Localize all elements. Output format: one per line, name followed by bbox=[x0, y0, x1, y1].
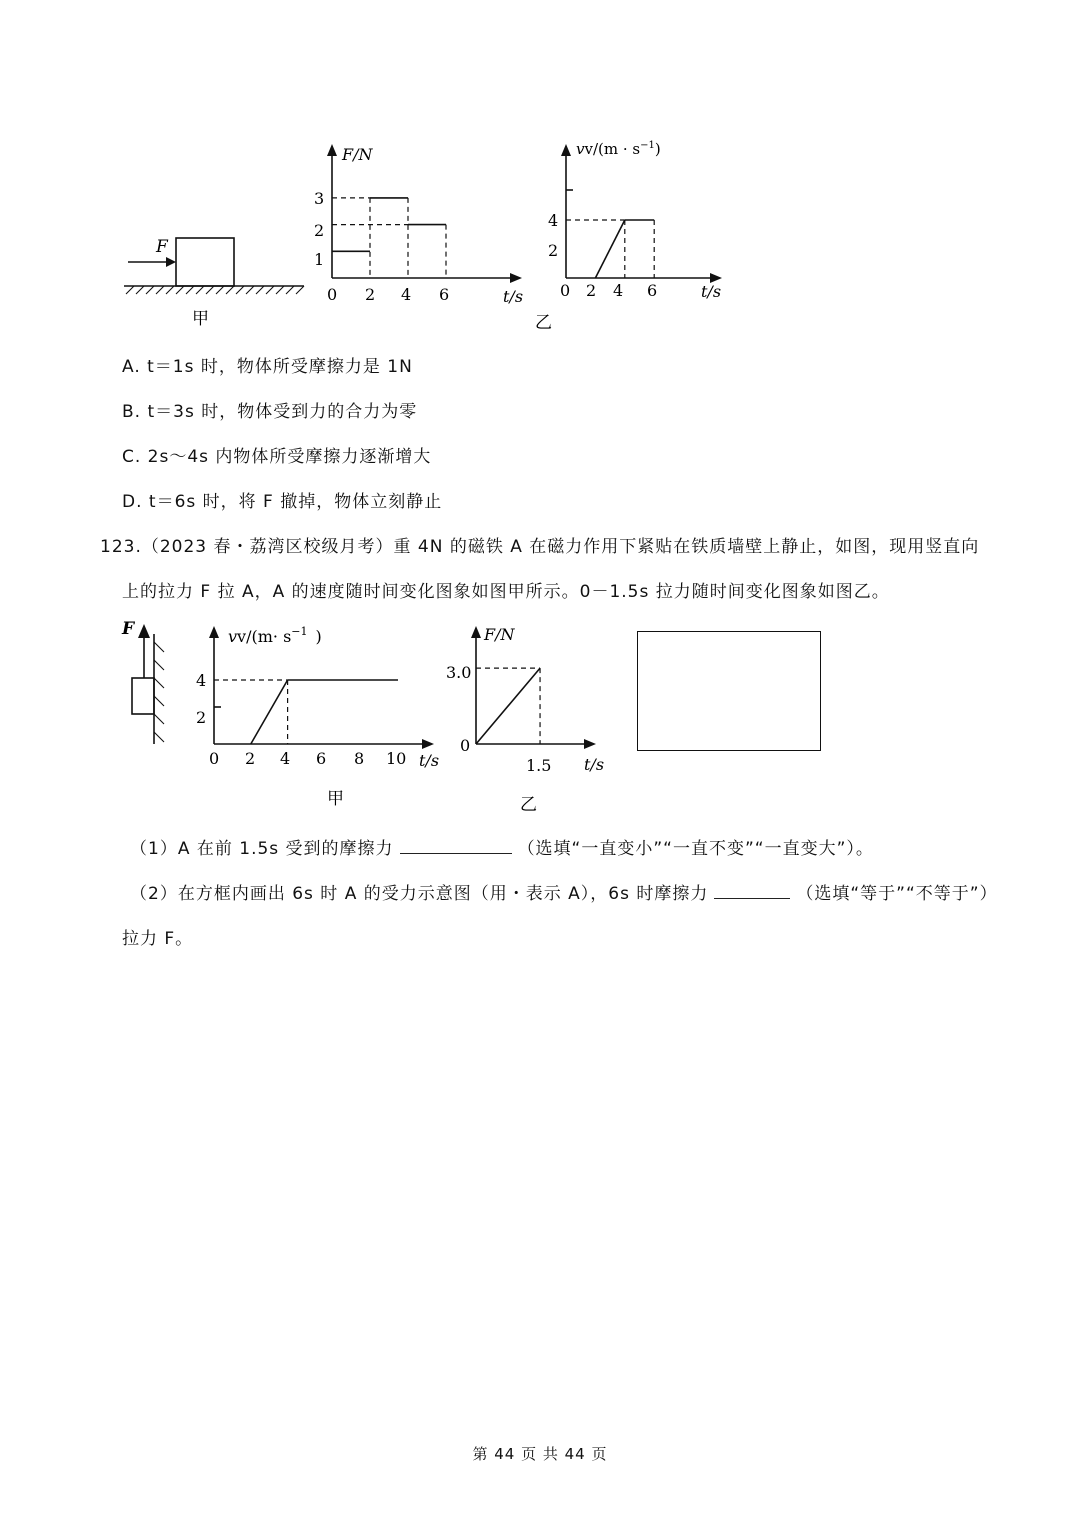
ground-hatch bbox=[126, 286, 304, 294]
y-axis-label: $vv/(m \cdot s^{-1})$ bbox=[576, 140, 661, 158]
y-axis-label: F/N bbox=[342, 145, 373, 164]
figure-caption-yi: 乙 bbox=[535, 313, 552, 333]
y-axis-label: F/N bbox=[484, 625, 515, 644]
y-axis-arrow bbox=[209, 626, 219, 638]
x-axis-label: t/s bbox=[503, 287, 524, 306]
wall-hatch bbox=[154, 642, 164, 742]
sub-question-1-suffix: （选填“一直变小”“一直不变”“一直变大”）。 bbox=[517, 839, 874, 859]
x-axis-arrow bbox=[584, 739, 596, 749]
velocity-time-chart-bottom bbox=[190, 618, 450, 818]
velocity-chart-top-marks bbox=[566, 220, 654, 278]
answer-blank-2[interactable] bbox=[714, 884, 790, 899]
sub-question-1-prefix: （1）A 在前 1.5s 受到的摩擦力 bbox=[130, 839, 394, 859]
x-tick-2: 2 bbox=[245, 749, 256, 768]
answer-blank-1[interactable] bbox=[400, 839, 512, 854]
block bbox=[176, 238, 234, 286]
x-tick-4: 4 bbox=[280, 749, 291, 768]
x-tick-0: 0 bbox=[327, 285, 338, 304]
series-segment bbox=[476, 668, 540, 744]
y-tick-3: 3.0 bbox=[446, 663, 472, 682]
option-a: A. t＝1s 时，物体所受摩擦力是 1N bbox=[122, 357, 413, 377]
x-axis-label: t/s bbox=[701, 282, 722, 301]
x-tick-1-5: 1.5 bbox=[526, 756, 552, 775]
x-axis-label: t/s bbox=[584, 755, 605, 774]
y-axis-arrow bbox=[561, 144, 571, 156]
x-tick-0: 0 bbox=[560, 281, 571, 300]
y-tick-1: 1 bbox=[314, 250, 325, 269]
x-tick-0: 0 bbox=[209, 749, 220, 768]
x-axis-arrow bbox=[422, 739, 434, 749]
velocity-chart-bottom-marks bbox=[214, 680, 398, 744]
series-segment bbox=[251, 680, 288, 744]
x-tick-6: 6 bbox=[316, 749, 327, 768]
question-line-2: 上的拉力 F 拉 A，A 的速度随时间变化图象如图甲所示。0－1.5s 拉力随时间变化图象如图乙。 bbox=[122, 582, 890, 602]
force-chart-bottom-marks bbox=[476, 668, 540, 744]
force-label: F bbox=[156, 237, 168, 257]
y-tick-3: 3 bbox=[314, 189, 325, 208]
option-b: B. t＝3s 时，物体受到力的合力为零 bbox=[122, 402, 418, 422]
pull-force-label: F bbox=[122, 619, 135, 639]
sub-question-1 bbox=[130, 834, 874, 859]
page-footer: 第 44 页 共 44 页 bbox=[472, 1445, 608, 1463]
block-on-ground-figure bbox=[118, 228, 318, 338]
y-axis-arrow bbox=[327, 144, 337, 156]
y-axis-arrow bbox=[471, 626, 481, 638]
x-tick-4: 4 bbox=[401, 285, 412, 304]
sub-question-2 bbox=[130, 879, 998, 904]
figure-caption-jia-bottom: 甲 bbox=[327, 789, 344, 809]
y-axis-label: $vv/(m\cdot s^{-1}$ ) bbox=[228, 625, 322, 646]
y-tick-4: 4 bbox=[196, 671, 207, 690]
option-d: D. t＝6s 时，将 F 撤掉，物体立刻静止 bbox=[122, 492, 443, 512]
y-tick-2: 2 bbox=[314, 221, 325, 240]
option-c: C. 2s～4s 内物体所受摩擦力逐渐增大 bbox=[122, 447, 432, 467]
sub-question-2-suffix: （选填“等于”“不等于”） bbox=[796, 884, 998, 904]
magnet-on-wall-figure bbox=[118, 612, 178, 752]
x-tick-10: 10 bbox=[386, 749, 407, 768]
x-axis-arrow bbox=[510, 273, 522, 283]
y-tick-2: 2 bbox=[548, 241, 559, 260]
force-chart-marks bbox=[332, 198, 446, 278]
answer-drawing-box[interactable] bbox=[637, 631, 821, 751]
x-tick-6: 6 bbox=[647, 281, 658, 300]
x-tick-6: 6 bbox=[439, 285, 450, 304]
sub-question-2-line-2: 拉力 F。 bbox=[122, 929, 194, 949]
magnet-a bbox=[132, 678, 154, 714]
figure-caption-jia: 甲 bbox=[192, 309, 209, 329]
x-tick-2: 2 bbox=[586, 281, 597, 300]
force-arrowhead bbox=[166, 257, 176, 267]
force-time-chart-bottom bbox=[440, 618, 620, 818]
x-axis-label: t/s bbox=[419, 751, 440, 770]
y-tick-4: 4 bbox=[548, 211, 559, 230]
pull-arrowhead bbox=[138, 624, 150, 638]
x-tick-8: 8 bbox=[354, 749, 365, 768]
series-segment bbox=[595, 220, 624, 278]
sub-question-2-prefix: （2）在方框内画出 6s 时 A 的受力示意图（用・表示 A），6s 时摩擦力 bbox=[130, 884, 709, 904]
origin-label: 0 bbox=[460, 736, 471, 755]
force-time-chart bbox=[300, 138, 540, 308]
x-tick-2: 2 bbox=[365, 285, 376, 304]
question-line-1: 123.（2023 春・荔湾区校级月考）重 4N 的磁铁 A 在磁力作用下紧贴在铁质墙壁上静止，如图，现用竖直向 bbox=[100, 537, 980, 557]
velocity-time-chart-top bbox=[535, 132, 738, 337]
x-tick-4: 4 bbox=[613, 281, 624, 300]
figure-caption-yi-bottom: 乙 bbox=[520, 795, 537, 815]
y-tick-2: 2 bbox=[196, 708, 207, 727]
